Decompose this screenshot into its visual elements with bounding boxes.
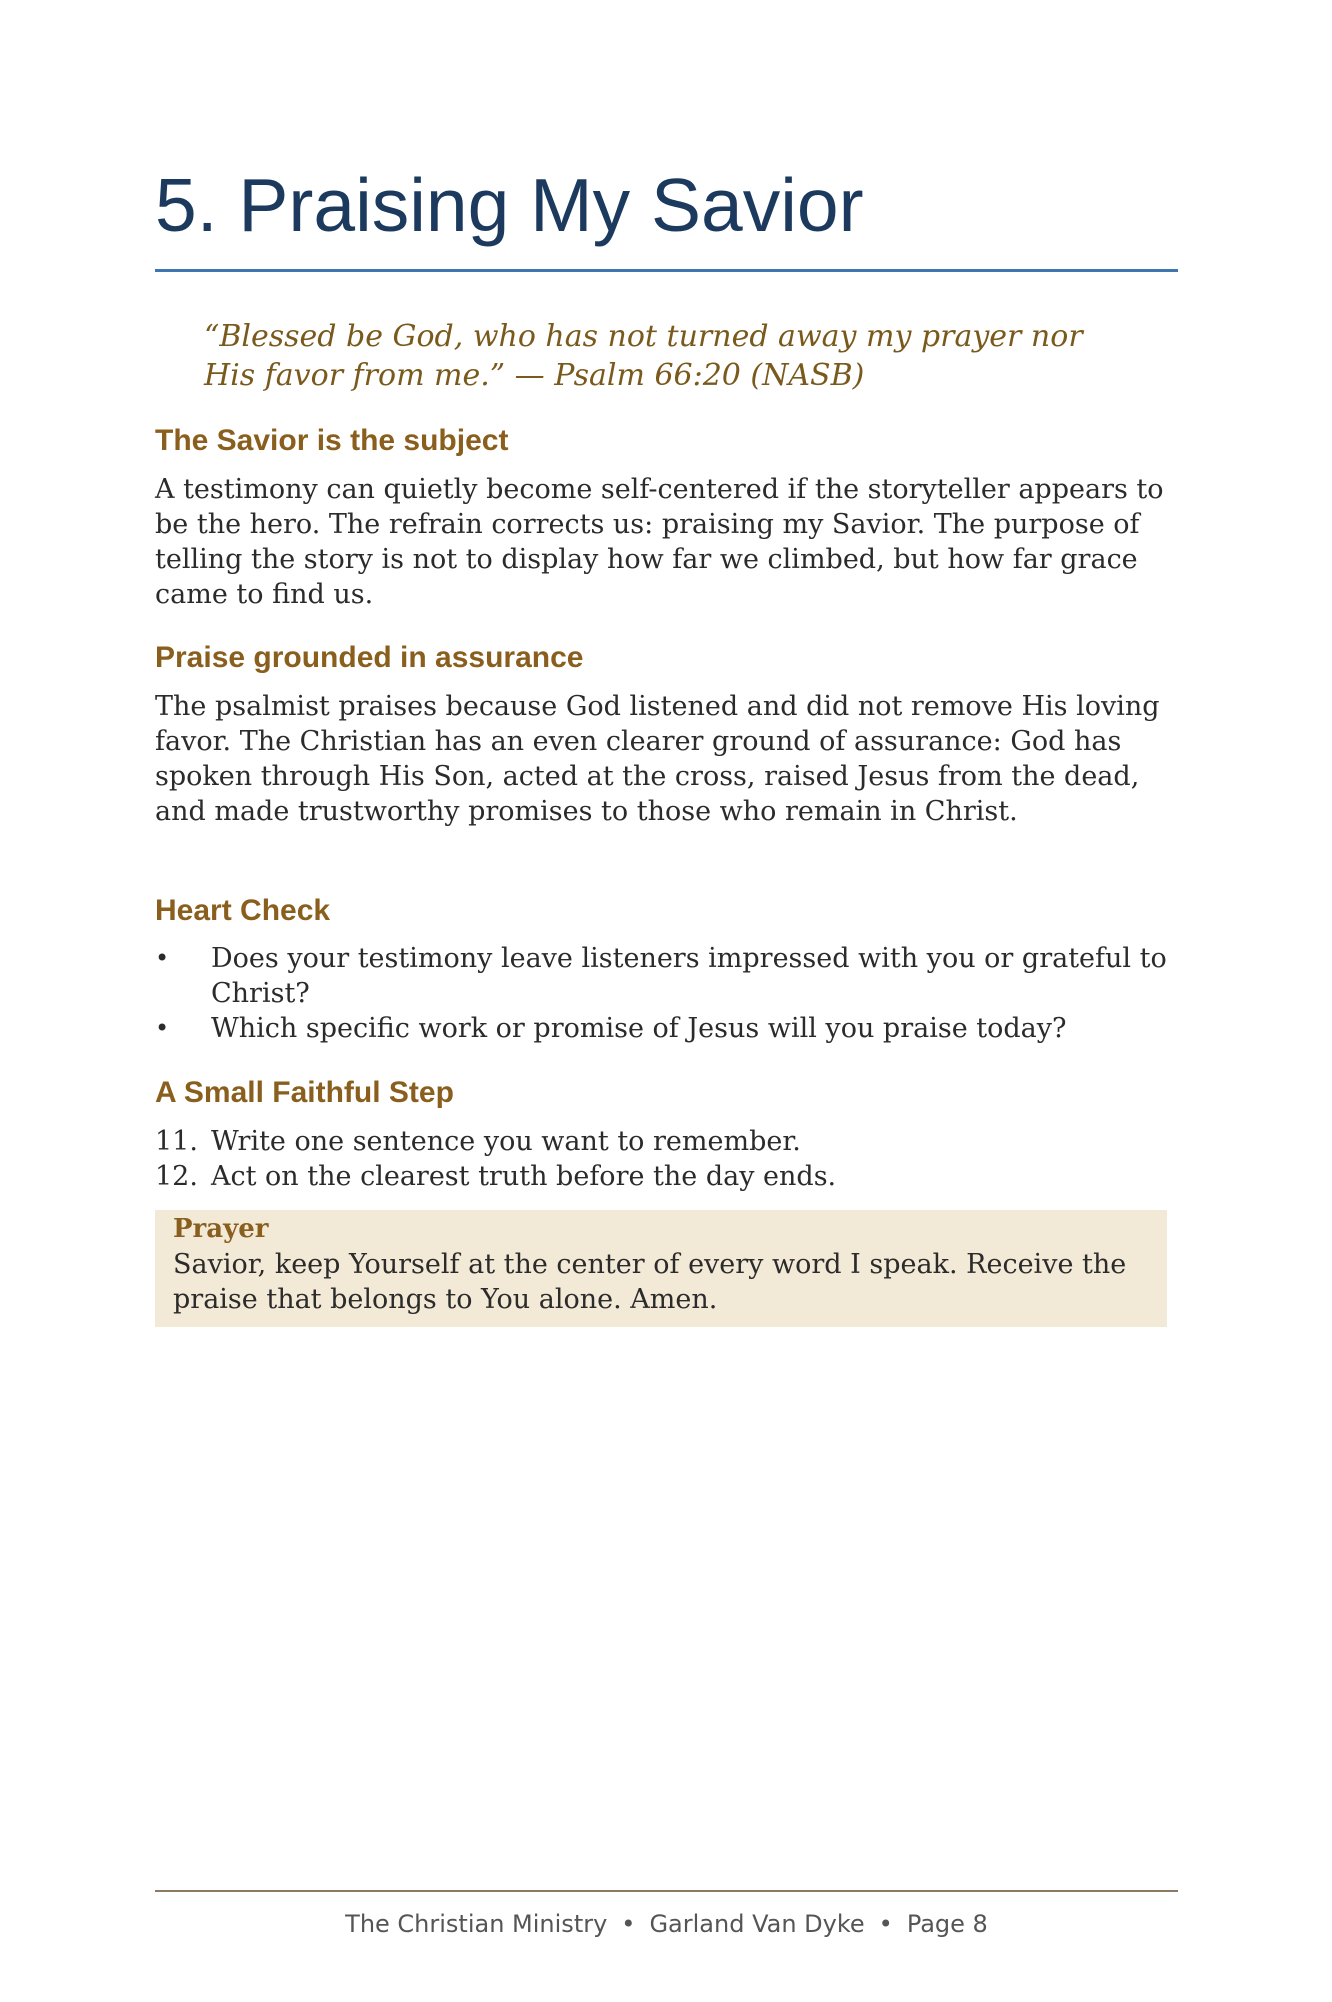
list-item bbox=[155, 1124, 1178, 1159]
bullet-icon: • bbox=[155, 1014, 170, 1042]
section-heading-praise-assurance: Praise grounded in assurance bbox=[155, 641, 584, 674]
title-divider bbox=[155, 269, 1178, 272]
bullet-icon: • bbox=[155, 944, 170, 972]
chapter-title: 5. Praising My Savior bbox=[155, 163, 864, 247]
footer-separator: • bbox=[621, 1910, 636, 1938]
prayer-text: Savior, keep Yourself at the center of every word I speak. Receive the praise that belongs to You alone. Amen. bbox=[173, 1249, 1127, 1315]
heart-check-list bbox=[155, 941, 1178, 1046]
list-item bbox=[155, 941, 1178, 1011]
section-heading-heart-check: Heart Check bbox=[155, 894, 331, 927]
step-number: 11. bbox=[155, 1126, 198, 1157]
step-text: Act on the clearest truth before the day ends. bbox=[211, 1161, 837, 1192]
step-text: Write one sentence you want to remember. bbox=[211, 1126, 801, 1157]
list-item-text: Which specific work or promise of Jesus will you praise today? bbox=[211, 1013, 1067, 1044]
step-number: 12. bbox=[155, 1161, 198, 1192]
footer-separator: • bbox=[878, 1910, 893, 1938]
epigraph-line-2: His favor from me.” — Psalm 66:20 (NASB) bbox=[204, 358, 865, 393]
footer-page-number: Page 8 bbox=[906, 1910, 988, 1938]
footer-author: Garland Van Dyke bbox=[649, 1910, 865, 1938]
section-heading-faithful-step: A Small Faithful Step bbox=[155, 1076, 454, 1109]
section-heading-savior-subject: The Savior is the subject bbox=[155, 424, 509, 457]
epigraph-line-1: “Blessed be God, who has not turned away my prayer nor bbox=[204, 319, 1083, 354]
prayer-callout bbox=[155, 1210, 1167, 1327]
faithful-step-list bbox=[155, 1124, 1178, 1194]
section-body-savior-subject: A testimony can quietly become self-centered if the storyteller appears to be the hero. The refrain corrects us: praising my Savior. The purpose of telling the story is not to display how far we climbed, but how far grace came to find us. bbox=[155, 474, 1164, 610]
footer-book-title: The Christian Ministry bbox=[345, 1910, 608, 1938]
footer-divider bbox=[155, 1890, 1178, 1892]
section-body-praise-assurance: The psalmist praises because God listened and did not remove His loving favor. The Christian has an even clearer ground of assurance: God has spoken through His Son, acted at the cross, raised Jesus from the dead, and made trustworthy promises to those who remain in Christ. bbox=[155, 691, 1160, 827]
list-item-text: Does your testimony leave listeners impressed with you or grateful to Christ? bbox=[211, 943, 1167, 1009]
page-footer bbox=[155, 1908, 1178, 1940]
list-item bbox=[155, 1011, 1178, 1046]
epigraph-quote bbox=[204, 317, 1154, 395]
prayer-label: Prayer bbox=[173, 1214, 269, 1244]
list-item bbox=[155, 1159, 1178, 1194]
document-page bbox=[155, 0, 1178, 2002]
